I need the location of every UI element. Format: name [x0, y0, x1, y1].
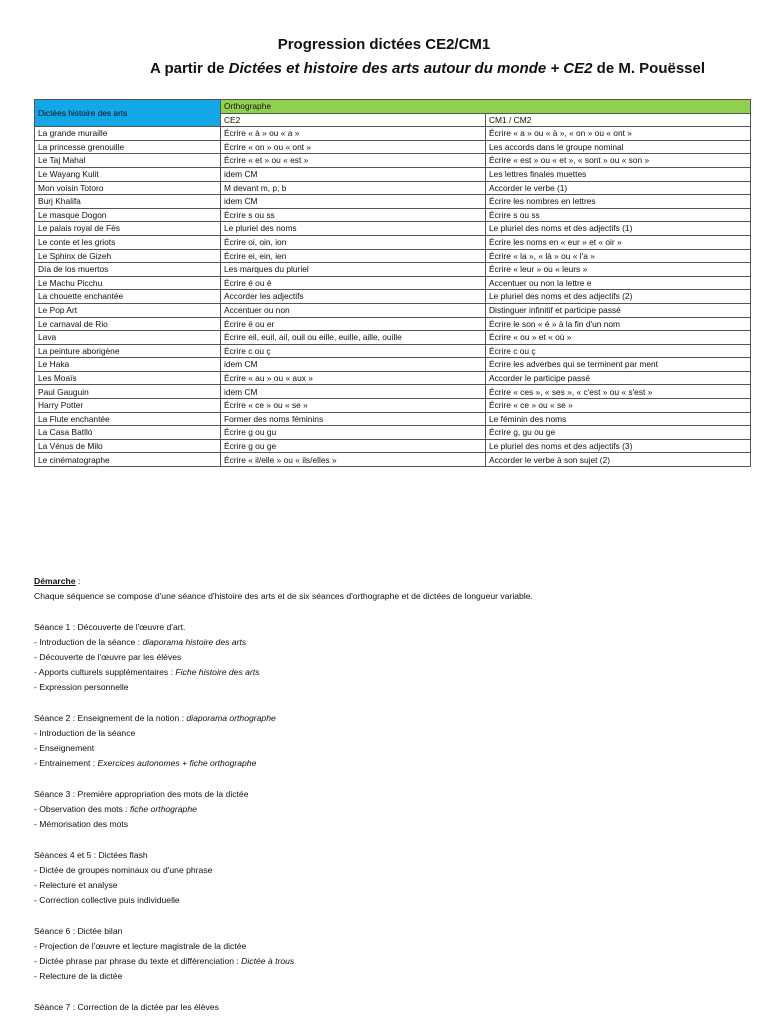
table-row [35, 303, 751, 317]
cell-art: Burj Khalifa [35, 195, 221, 209]
cell-ce2: M devant m, p, b [221, 181, 486, 195]
header-orthographe: Orthographe [221, 100, 751, 114]
seance-step [34, 939, 754, 954]
table-row [35, 426, 751, 440]
cell-art: Le Machu Picchu [35, 276, 221, 290]
seance-step-italic: Exercices autonomes + fiche orthographe [97, 758, 257, 769]
table-row [35, 371, 751, 385]
cell-art: La princesse grenouille [35, 140, 221, 154]
cell-ce2: Écrire g ou gu [221, 426, 486, 440]
seance-title-text: Séance 7 : Correction de la dictée par les élèves [34, 1001, 219, 1012]
seance-step-text: - Expression personnelle [34, 682, 129, 693]
cell-ce2: Écrire « au » ou « aux » [221, 371, 486, 385]
table-row [35, 181, 751, 195]
table-row [35, 439, 751, 453]
cell-ce2: Écrire é ou è [221, 276, 486, 290]
table-row [35, 195, 751, 209]
table-row [35, 235, 751, 249]
table-row [35, 208, 751, 222]
seance-step [34, 635, 754, 650]
seance-title [34, 848, 754, 863]
seance-step-italic: Fiche histoire des arts [175, 667, 260, 678]
cell-ce2: Écrire c ou ç [221, 344, 486, 358]
cell-cm: Écrire les nombres en lettres [486, 195, 751, 209]
cell-cm: Accorder le verbe (1) [486, 181, 751, 195]
cell-ce2: Écrire s ou ss [221, 208, 486, 222]
subtitle-suffix: de M. Pouëssel [592, 60, 706, 77]
cell-art: La Flute enchantée [35, 412, 221, 426]
cell-cm: Écrire « a » ou « à », « on » ou « ont » [486, 127, 751, 141]
cell-ce2: Écrire g ou ge [221, 439, 486, 453]
cell-cm: Le pluriel des noms et des adjectifs (3) [486, 439, 751, 453]
cell-art: Le Sphinx de Gizeh [35, 249, 221, 263]
cell-cm: Écrire le son « é » à la fin d'un nom [486, 317, 751, 331]
seance-step-text: - Mémorisation des mots [34, 819, 129, 830]
cell-ce2: Accorder les adjectifs [221, 290, 486, 304]
progression-table-body [35, 127, 751, 467]
seance-step-text: - Relecture de la dictée [34, 971, 123, 982]
demarche-heading: Démarche [34, 576, 76, 586]
table-row [35, 399, 751, 413]
seance-step-text: - Découverte de l'œuvre par les élèves [34, 652, 182, 662]
cell-art: La chouette enchantée [35, 290, 221, 304]
cell-cm: Les accords dans le groupe nominal [486, 140, 751, 154]
cell-art: La peinture aborigène [35, 344, 221, 358]
cell-cm: Le pluriel des noms et des adjectifs (2) [486, 290, 751, 304]
cell-art: Le carnaval de Rio [35, 317, 221, 331]
cell-cm: Écrire « ce » ou « se » [486, 399, 751, 413]
page-title: Progression dictées CE2/CM1 [277, 36, 491, 53]
seance-step-text: - Entrainement : [34, 758, 98, 769]
cell-ce2: Écrire « on » ou « ont » [221, 140, 486, 154]
table-row [35, 263, 751, 277]
seance-step-text: - Correction collective puis individuelle [34, 895, 180, 906]
demarche-intro: Chaque séquence se compose d'une séance d'histoire des arts et de six séances d'orthographe et de dictées de longueur variable. [34, 591, 533, 602]
cell-art: Le Wayang Kulit [35, 167, 221, 181]
seance-step-text: - Introduction de la séance : [34, 636, 143, 647]
seance-step-italic: Dictée à trous [241, 956, 295, 966]
cell-ce2: Écrire é ou er [221, 317, 486, 331]
cell-art: Lava [35, 331, 221, 345]
table-row [35, 453, 751, 467]
seance-step-text: - Projection de l'œuvre et lecture magistrale de la dictée [34, 940, 247, 951]
cell-art: Le cinématographe [35, 453, 221, 467]
cell-cm: Écrire « la », « là » ou « l'a » [486, 249, 751, 263]
cell-art: Le Pop Art [35, 303, 221, 317]
seance-step [34, 969, 754, 984]
cell-art: Le Taj Mahal [35, 154, 221, 168]
cell-art: Le conte et les griots [35, 235, 221, 249]
cell-art: Paul Gauguin [35, 385, 221, 399]
seance-step [34, 878, 754, 893]
cell-cm: Accorder le participe passé [486, 371, 751, 385]
cell-cm: Écrire « ces », « ses », « c'est » ou « s'est » [486, 385, 751, 399]
seance-step [34, 650, 754, 665]
seance-title-text: Séance 6 : Dictée bilan [34, 925, 123, 936]
seance-title [34, 620, 754, 635]
cell-cm: Écrire les noms en « eur » et « oir » [486, 235, 751, 249]
cell-ce2: idem CM [221, 385, 486, 399]
cell-ce2: Écrire « et » ou « est » [221, 154, 486, 168]
seance-step-italic: diaporama histoire des arts [142, 636, 247, 647]
table-row [35, 317, 751, 331]
cell-art: La grande muraille [35, 127, 221, 141]
cell-cm: Distinguer infinitif et participe passé [486, 303, 751, 317]
seance-step [34, 817, 754, 832]
seance-step [34, 726, 754, 741]
cell-cm: Écrire « est » ou « et », « sont » ou « son » [486, 154, 751, 168]
cell-art: La Vénus de Milo [35, 439, 221, 453]
cell-ce2: idem CM [221, 195, 486, 209]
seance-title [34, 787, 754, 802]
cell-art: Le Haka [35, 358, 221, 372]
demarche-section [34, 574, 754, 1015]
seance-step-text: - Apports culturels supplémentaires : [34, 667, 176, 678]
cell-art: La Casa Batlló [35, 426, 221, 440]
seance-step-text: - Introduction de la séance [34, 728, 136, 738]
table-row [35, 331, 751, 345]
cell-ce2: Les marques du pluriel [221, 263, 486, 277]
cell-ce2: Écrire « à » ou « a » [221, 127, 486, 141]
subtitle-book-title: Dictées et histoire des arts autour du monde + CE2 [228, 60, 593, 77]
seance-step [34, 954, 754, 969]
page-subtitle [150, 60, 705, 77]
seance-step [34, 680, 754, 695]
seance-step [34, 741, 754, 756]
seance-step-text: - Dictée de groupes nominaux ou d'une phrase [34, 864, 213, 875]
seance-step-text: - Observation des mots : [34, 804, 130, 814]
seances-list [34, 604, 754, 1014]
seance-title-text: Séance 1 : Découverte de l'œuvre d'art. [34, 621, 186, 632]
cell-cm: Le féminin des noms [486, 412, 751, 426]
seance-step-text: - Enseignement [34, 743, 95, 754]
cell-art: Harry Potter [35, 399, 221, 413]
table-row [35, 344, 751, 358]
seance-title-text: Séance 2 : Enseignement de la notion : [34, 712, 187, 723]
demarche-heading-colon: : [75, 576, 81, 586]
seance-step [34, 863, 754, 878]
cell-art: Mon voisin Totoro [35, 181, 221, 195]
seance-step [34, 802, 754, 817]
cell-art: Le masque Dogon [35, 208, 221, 222]
cell-cm: Écrire c ou ç [486, 344, 751, 358]
cell-ce2: Former des noms féminins [221, 412, 486, 426]
table-row [35, 140, 751, 154]
seance-step [34, 893, 754, 908]
table-row [35, 127, 751, 141]
seance-title [34, 711, 754, 726]
cell-cm: Accorder le verbe à son sujet (2) [486, 453, 751, 467]
cell-ce2: Écrire « il/elle » ou « ils/elles » [221, 453, 486, 467]
cell-cm: Écrire les adverbes qui se terminent par ment [486, 358, 751, 372]
cell-ce2: Accentuer ou non [221, 303, 486, 317]
cell-ce2: idem CM [221, 167, 486, 181]
seance-title [34, 1000, 754, 1015]
table-row [35, 290, 751, 304]
table-row [35, 385, 751, 399]
cell-ce2: Écrire ei, ein, ien [221, 249, 486, 263]
cell-ce2: idem CM [221, 358, 486, 372]
seance-title-text: Séances 4 et 5 : Dictées flash [34, 849, 148, 860]
table-row [35, 154, 751, 168]
seance-title-italic: diaporama orthographe [186, 712, 276, 723]
cell-art: Día de los muertos [35, 263, 221, 277]
seance-step-text: - Dictée phrase par phrase du texte et différenciation : [34, 956, 242, 966]
table-row [35, 358, 751, 372]
subtitle-prefix: A partir de [150, 60, 229, 77]
header-ce2: CE2 [221, 113, 486, 127]
cell-cm: Les lettres finales muettes [486, 167, 751, 181]
header-art: Dictées histoire des arts [35, 100, 221, 127]
table-row [35, 249, 751, 263]
cell-cm: Accentuer ou non la lettre e [486, 276, 751, 290]
table-row [35, 167, 751, 181]
cell-cm: Écrire g, gu ou ge [486, 426, 751, 440]
cell-art: Les Moaïs [35, 371, 221, 385]
cell-cm: Le pluriel des noms et des adjectifs (1) [486, 222, 751, 236]
seance-step-italic: fiche orthographe [130, 804, 197, 814]
cell-cm: Écrire « leur » ou « leurs » [486, 263, 751, 277]
table-row [35, 222, 751, 236]
seance-step [34, 756, 754, 771]
seance-title [34, 924, 754, 939]
seance-title-text: Séance 3 : Première appropriation des mots de la dictée [34, 788, 249, 799]
cell-ce2: Écrire eil, euil, ail, ouil ou eille, euille, aille, ouille [221, 331, 486, 345]
cell-cm: Écrire « ou » et « où » [486, 331, 751, 345]
cell-ce2: Le pluriel des noms [221, 222, 486, 236]
seance-step [34, 665, 754, 680]
header-cm: CM1 / CM2 [486, 113, 751, 127]
cell-cm: Écrire s ou ss [486, 208, 751, 222]
cell-ce2: Écrire oi, oin, ion [221, 235, 486, 249]
progression-table [34, 99, 751, 467]
cell-art: Le palais royal de Fès [35, 222, 221, 236]
seance-step-text: - Relecture et analyse [34, 880, 118, 890]
table-row [35, 412, 751, 426]
table-row [35, 276, 751, 290]
cell-ce2: Écrire « ce » ou « se » [221, 399, 486, 413]
